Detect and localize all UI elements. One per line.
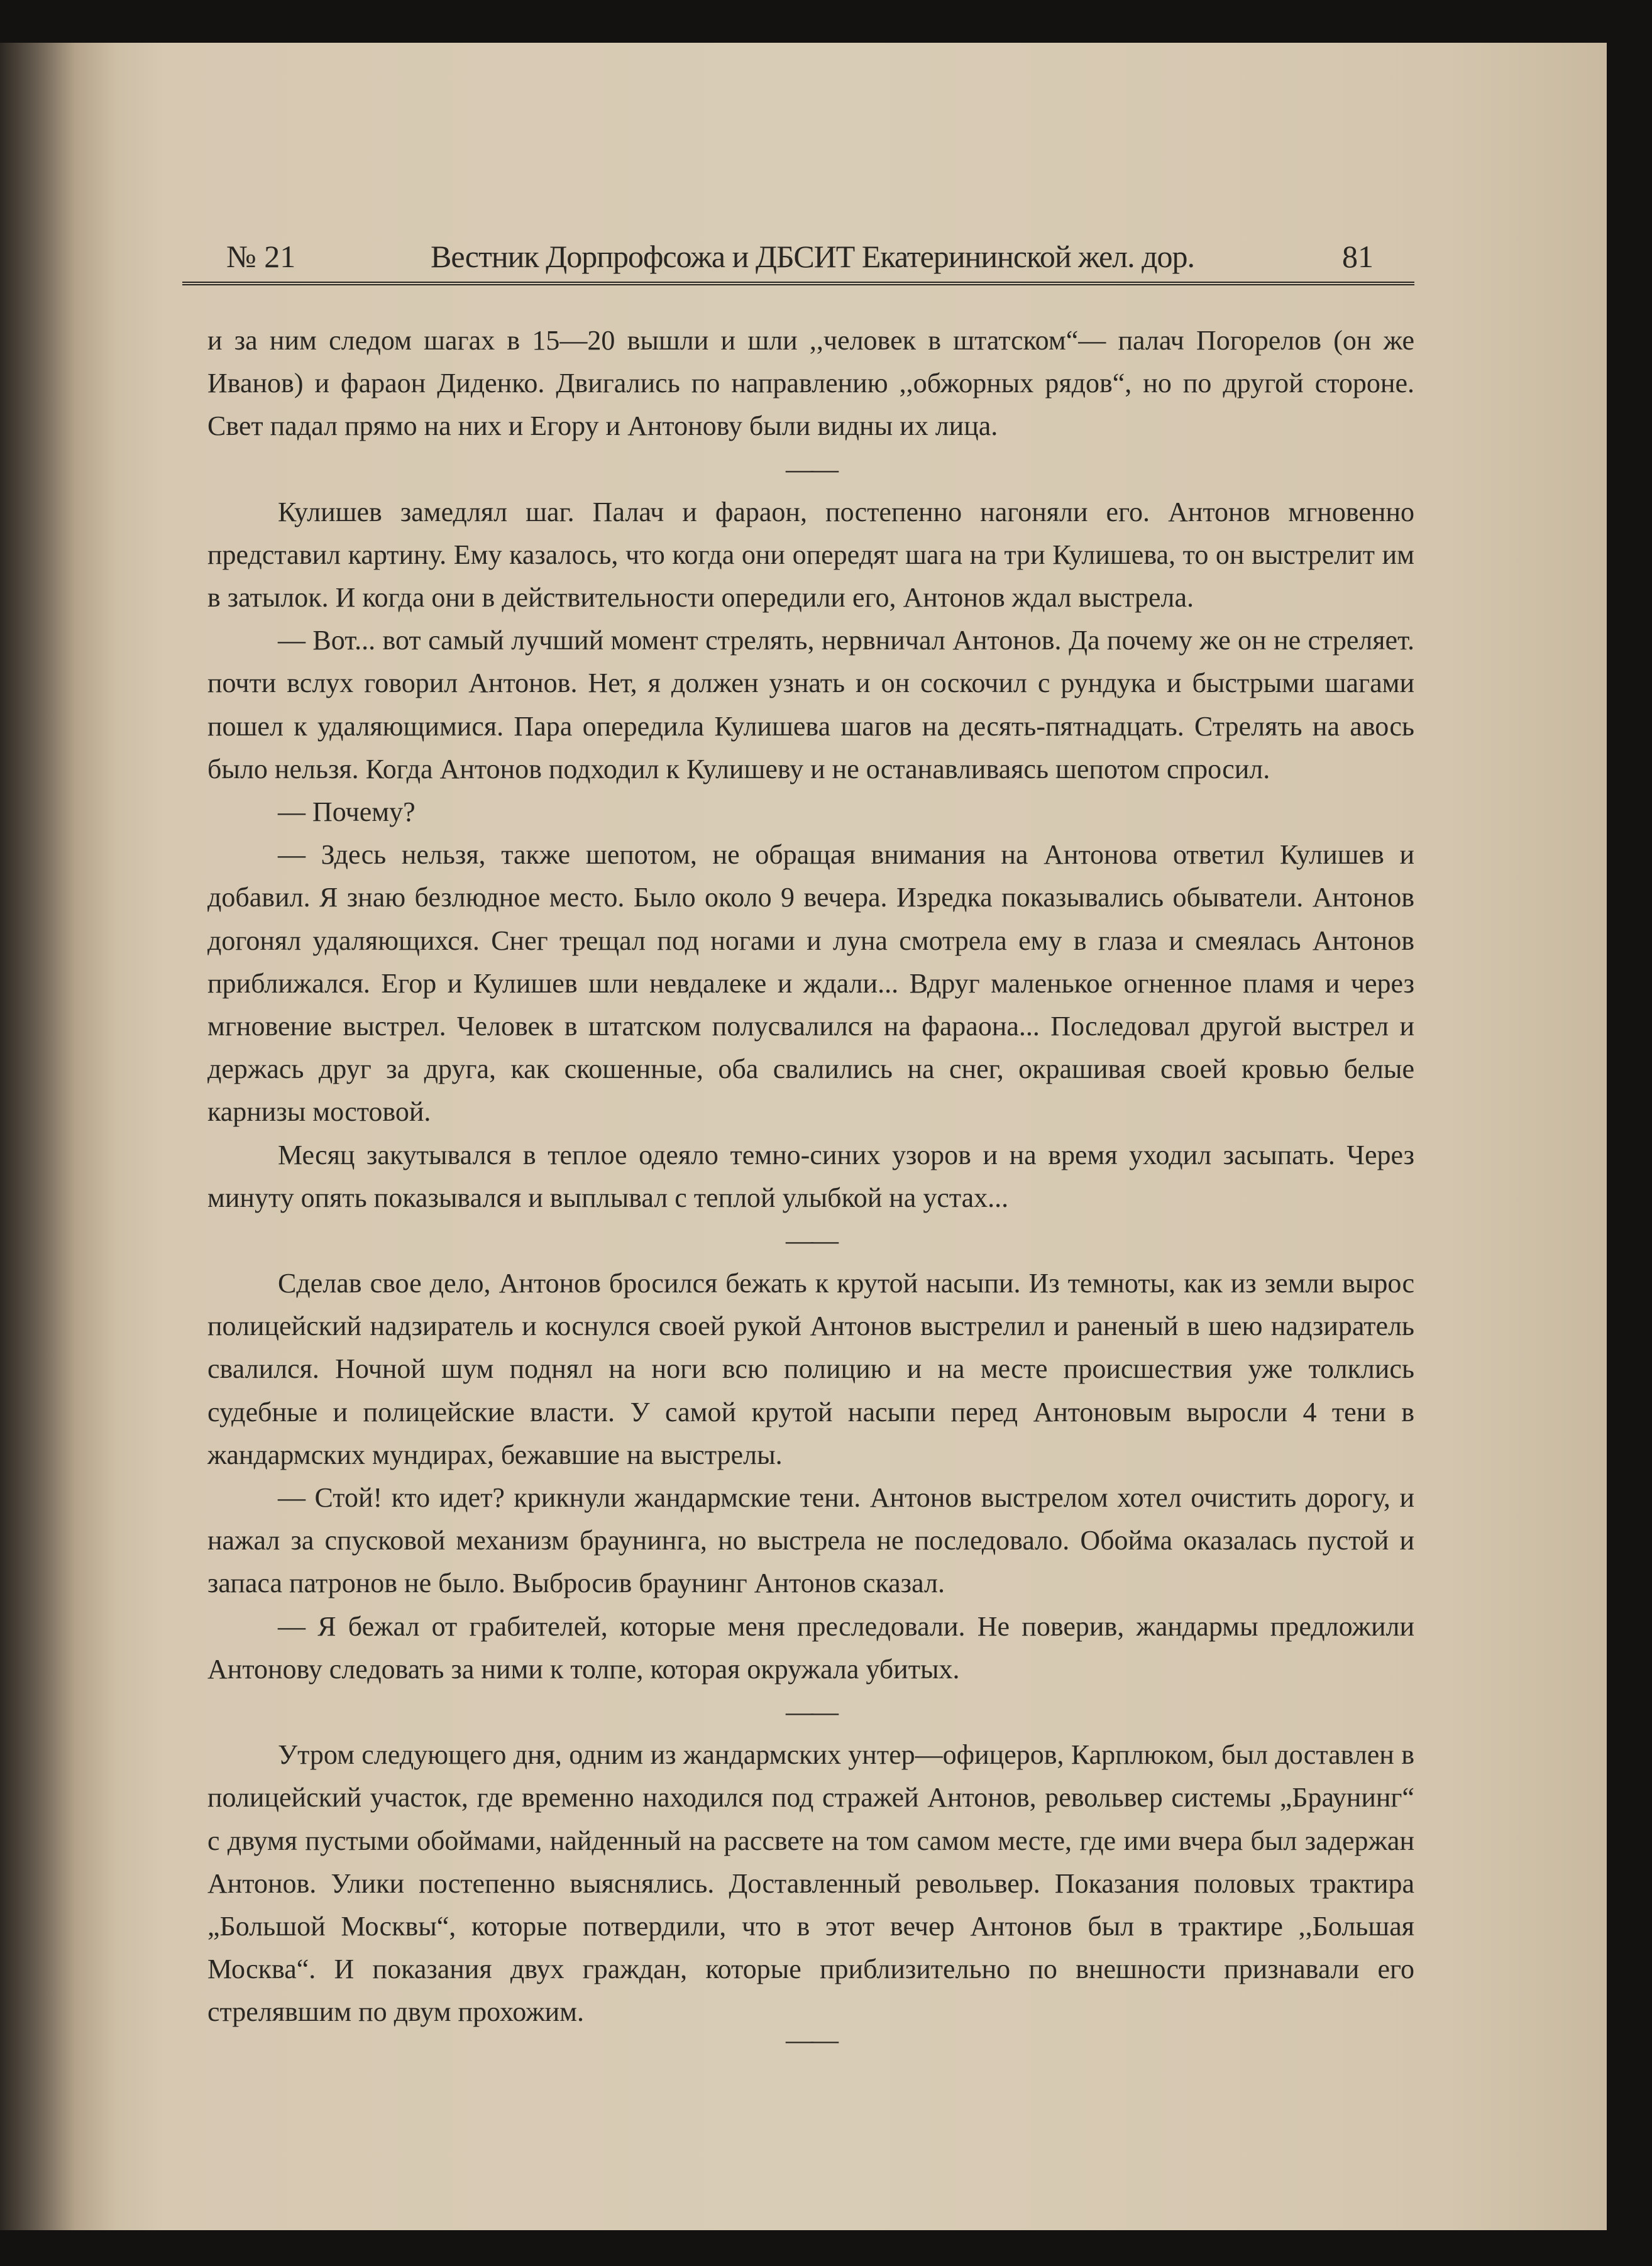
paragraph: и за ним следом шагах в 15—20 вышли и шли ,,человек в штатском“— палач Погорелов (он же Иванов) и фараон Диденко. Двигались по направлению ,,обжорных рядов“, но по другой стороне. Свет падал прямо на них и Егору и Антонову были видны их лица. <box>207 325 1414 442</box>
page-number: 81 <box>1342 239 1374 274</box>
paragraph: — Почему? <box>278 796 416 828</box>
running-header <box>182 231 1414 285</box>
page-scan <box>0 43 1607 2230</box>
section-separator: —— <box>786 1225 836 1257</box>
document-page <box>182 231 1414 2142</box>
section-separator: —— <box>786 2024 836 2055</box>
paragraph: — Здесь нельзя, также шепотом, не обращая внимания на Антонова ответил Кулишев и добавил. Я знаю безлюдное место. Было около 9 вечера. Изредка показывались обыватели. Антонов догонял удаляющихся. Снег трещал под ногами и луна смотрела ему в глаза и смеялась Антонов приближался. Егор и Кулишев шли невдалеке и ждали... Вдруг маленькое огненное пламя и через мгновение выстрел. Человек в штатском полусвалился на фараона... Последовал другой выстрел и держась друг за друга, как скошенные, оба свалились на снег, окрашивая своей кровью белые карнизы мостовой. <box>207 839 1414 1128</box>
paragraph: — Я бежал от грабителей, которые меня преследовали. Не поверив, жандармы предложили Антонову следовать за ними к толпе, которая окружала убитых. <box>207 1610 1414 1685</box>
journal-title: Вестник Дорпрофсожа и ДБСИТ Екатерининской жел. дор. <box>431 239 1195 274</box>
issue-number: № 21 <box>226 239 296 274</box>
paragraph: Сделав свое дело, Антонов бросился бежать к крутой насыпи. Из темноты, как из земли вырос полицейский надзиратель и коснулся своей рукой Антонов выстрелил и раненый в шею надзиратель свалился. Ночной шум поднял на ноги всю полицию и на месте происшествия уже толклись судебные и полицейские власти. У самой крутой насыпи перед Антоновым выросли 4 тени в жандармских мундирах, бежавшие на выстрелы. <box>207 1268 1414 1470</box>
article-body <box>207 319 1414 2059</box>
paragraph: Кулишев замедлял шаг. Палач и фараон, постепенно нагоняли его. Антонов мгновенно представил картину. Ему казалось, что когда они опередят шага на три Кулишева, то он выстрелит им в затылок. И когда они в действительности опередили его, Антонов ждал выстрела. <box>207 496 1414 613</box>
section-separator: —— <box>786 453 836 485</box>
paragraph: — Стой! кто идет? крикнули жандармские тени. Антонов выстрелом хотел очистить дорогу, и нажал за спусковой механизм браунинга, но выстрела не последовало. Обойма оказалась пустой и запаса патронов не было. Выбросив браунинг Антонов сказал. <box>207 1482 1414 1599</box>
paragraph: Утром следующего дня, одним из жандармских унтер—офицеров, Карплюком, был доставлен в полицейский участок, где временно находился под стражей Антонов, револьвер системы „Браунинг“ с двумя пустыми обоймами, найденный на рассвете на том самом месте, где ими вчера был задержан Антонов. Улики постепенно выяснялись. Доставленный револьвер. Показания половых трактира „Большой Москвы“, которые потвердили, что в этот вечер Антонов был в трактире ,,Большая Москва“. И показания двух граждан, которые приблизительно по внешности признавали его стрелявшим по двум прохожим. <box>207 1739 1414 2028</box>
section-separator: —— <box>786 1697 836 1728</box>
paragraph: — Вот... вот самый лучший момент стрелять, нервничал Антонов. Да почему же он не стреляет. почти вслух говорил Антонов. Нет, я должен узнать и он соскочил с рундука и быстрыми шагами пошел к удаляющимися. Пара опередила Кулишева шагов на десять-пятнадцать. Стрелять на авось было нельзя. Когда Антонов подходил к Кулишеву и не останавливаясь шепотом спросил. <box>207 625 1414 784</box>
paragraph: Месяц закутывался в теплое одеяло темно-синих узоров и на время уходил засыпать. Через минуту опять показывался и выплывал с теплой улыбкой на устах... <box>207 1139 1414 1213</box>
